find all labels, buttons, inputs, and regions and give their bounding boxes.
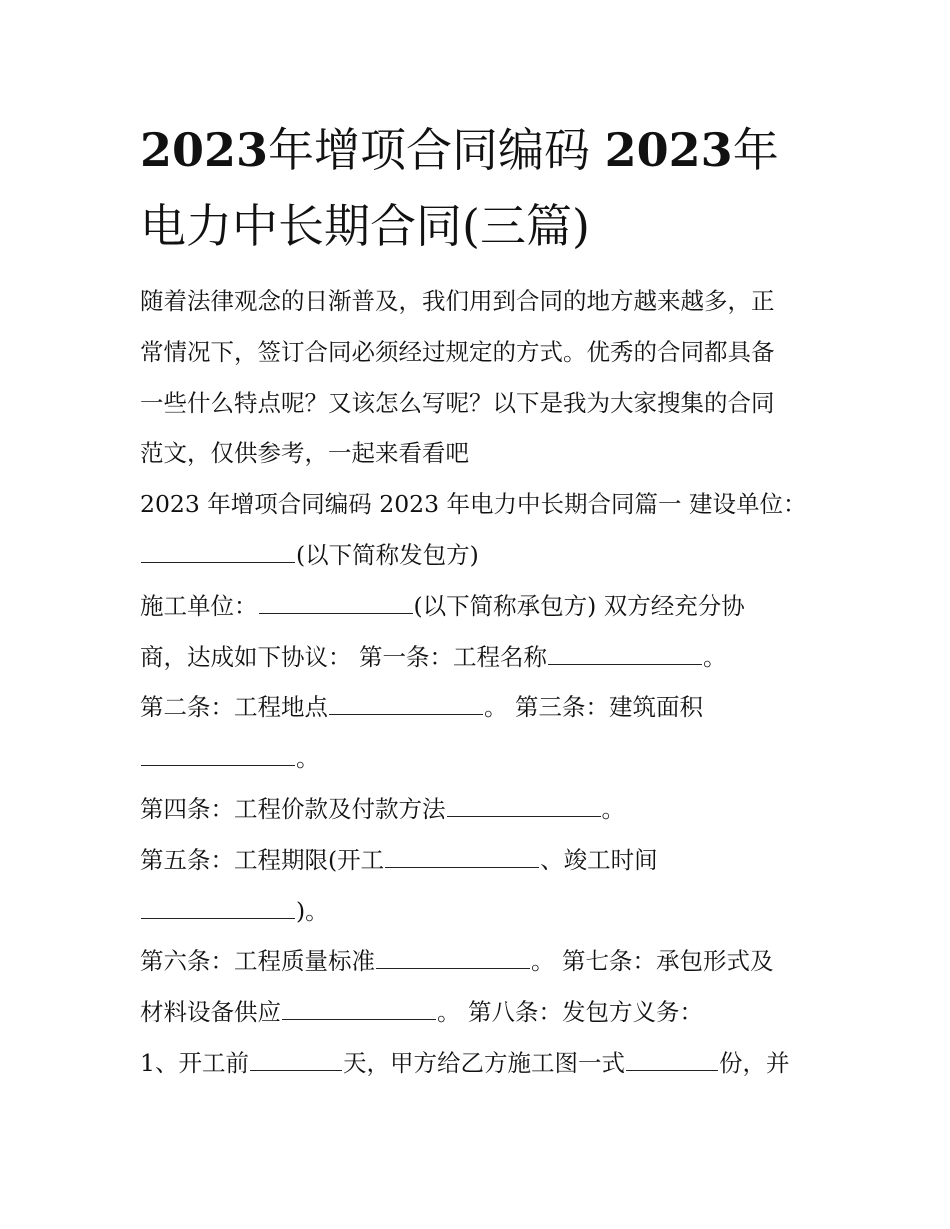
title-text-1: 年增项合同编码	[268, 123, 591, 177]
article-5-line-2	[140, 886, 820, 937]
article-4-label: 第四条：工程价款及付款方法	[140, 794, 446, 823]
obligation-1-line	[140, 1038, 820, 1089]
article-2-line	[140, 682, 820, 733]
intro-line-3: 一些什么特点呢？又该怎么写呢？以下是我为大家搜集的合同	[140, 388, 775, 417]
employer-line	[140, 530, 820, 581]
article-3-label: 。 第三条：建筑面积	[484, 693, 703, 722]
title-line-2: 电力中长期合同(三篇)	[140, 199, 590, 253]
project-name-blank	[548, 639, 702, 665]
document-title	[140, 112, 820, 264]
title-year-2: 2023	[604, 123, 733, 177]
days-blank	[250, 1045, 342, 1071]
article-8-label: 。 第八条：发包方义务：	[437, 998, 703, 1027]
article-2-label: 第二条：工程地点	[140, 693, 328, 722]
article-6-line	[140, 936, 820, 987]
title-year-1: 2023	[140, 123, 269, 177]
article-6-label: 第六条：工程质量标准	[140, 947, 375, 976]
title-text-2: 年	[732, 123, 779, 177]
contractor-line	[140, 581, 820, 632]
intro-line-4: 范文，仅供参考，一起来看看吧	[140, 439, 469, 468]
materials-blank	[282, 994, 436, 1020]
contractor-label: 施工单位：	[140, 591, 258, 620]
building-area-blank	[141, 741, 295, 767]
intro-line-1: 随着法律观念的日渐普及，我们用到合同的地方越来越多，正	[140, 287, 775, 315]
article-5-line	[140, 835, 820, 886]
obligation-1-start: 1、开工前	[140, 1048, 249, 1077]
article-5-label: 第五条：工程期限(开工	[140, 845, 385, 874]
intro-line-2: 常情况下，签订合同必须经过规定的方式。优秀的合同都具备	[140, 337, 775, 366]
contractor-suffix: (以下简称承包方) 双方经充分协	[413, 591, 745, 620]
contract-heading-line: 2023 年增项合同编码 2023 年电力中长期合同篇一 建设单位：	[140, 490, 807, 519]
completion-date-blank	[141, 893, 295, 919]
article-7-label: 。 第七条：承包形式及	[531, 947, 774, 976]
article-1-label: 商，达成如下协议： 第一条：工程名称	[140, 642, 547, 671]
article-3-end: 。	[296, 744, 320, 773]
document-body	[140, 276, 820, 1089]
obligation-1-mid: 天，甲方给乙方施工图一式	[342, 1048, 625, 1077]
article-7-line	[140, 987, 820, 1038]
employer-blank	[141, 537, 295, 563]
title-line-1	[140, 112, 820, 188]
article-5-end: )。	[296, 896, 329, 925]
article-1-line	[140, 632, 820, 683]
article-5-mid: 、竣工时间	[540, 845, 658, 874]
copies-blank	[626, 1045, 718, 1071]
article-1-end: 。	[702, 642, 727, 671]
price-blank	[447, 791, 601, 817]
article-4-line	[140, 784, 820, 835]
quality-standard-blank	[376, 944, 530, 970]
article-3-line	[140, 733, 820, 784]
article-4-end: 。	[601, 794, 625, 823]
project-location-blank	[329, 690, 483, 716]
contractor-blank	[259, 588, 413, 614]
employer-suffix: (以下简称发包方)	[296, 540, 479, 569]
article-7-supply-label: 材料设备供应	[140, 998, 281, 1027]
obligation-1-end: 份，并	[718, 1048, 790, 1077]
start-date-blank	[385, 842, 539, 868]
